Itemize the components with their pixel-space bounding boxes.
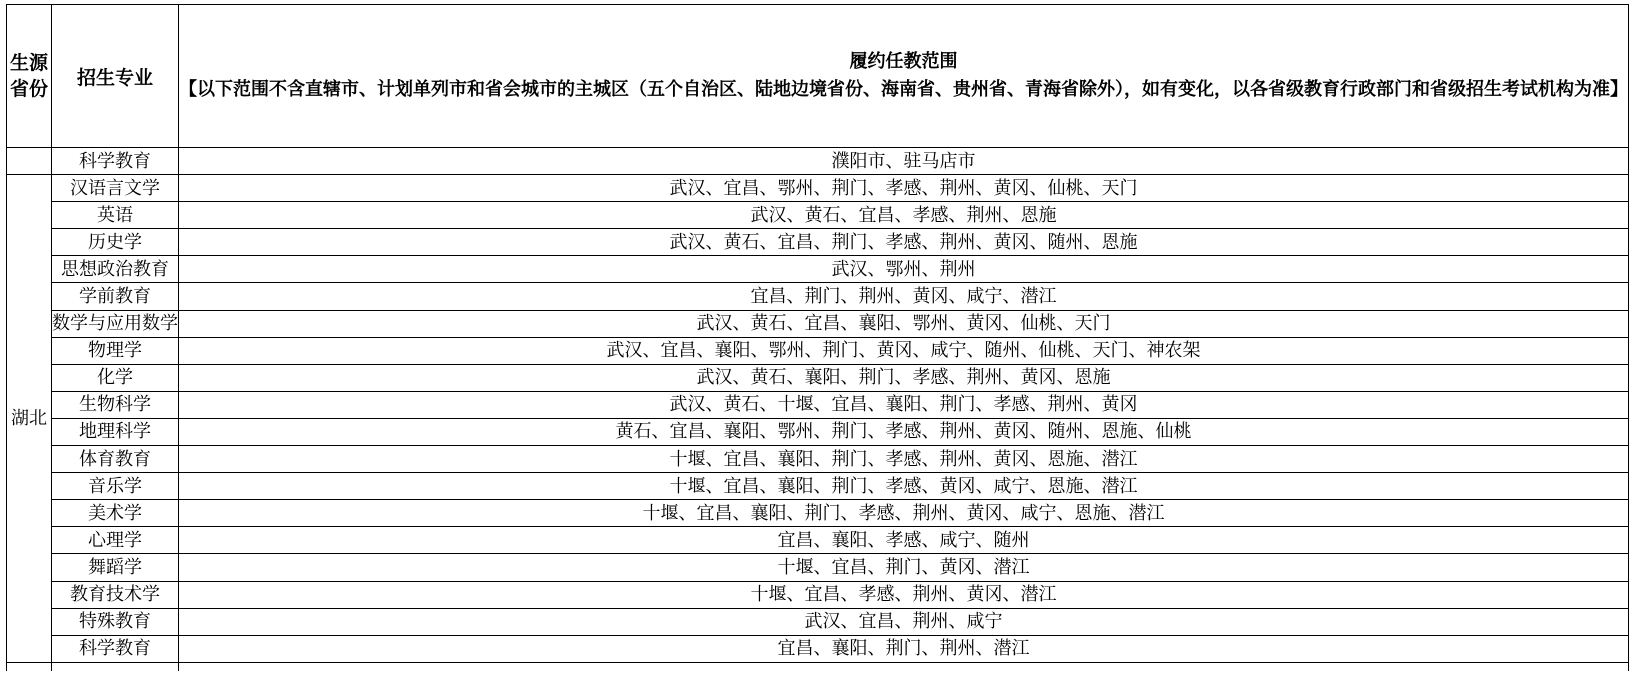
table-row <box>7 554 1629 581</box>
header-scope-note: 【以下范围不含直辖市、计划单列市和省会城市的主城区（五个自治区、陆地边境省份、海南省、贵州省、青海省除外），如有变化，以各省级教育行政部门和省级招生考试机构为准】 <box>179 79 1628 100</box>
header-major: 招生专业 <box>52 5 179 148</box>
scope-cell: 十堰、宜昌、荆门、黄冈、潜江 <box>179 554 1629 581</box>
major-cell: 物理学 <box>52 337 179 364</box>
header-province-label: 生源省份 <box>9 52 48 100</box>
table-row <box>7 391 1629 418</box>
scope-cell: 黄石、宜昌、襄阳、鄂州、荆门、孝感、荆州、黄冈、随州、恩施、仙桃 <box>179 418 1629 445</box>
header-row <box>7 5 1629 148</box>
table-row <box>7 256 1629 283</box>
major-cell: 音乐学 <box>52 473 179 500</box>
major-cell: 数学与应用数学 <box>52 310 179 337</box>
major-cell: 美术学 <box>52 500 179 527</box>
scope-cell: 武汉、黄石、襄阳、荆门、孝感、荆州、黄冈、恩施 <box>179 364 1629 391</box>
major-cell: 特殊教育 <box>52 608 179 635</box>
scope-cell: 武汉、黄石、十堰、宜昌、襄阳、荆门、孝感、荆州、黄冈 <box>179 391 1629 418</box>
table-row <box>7 608 1629 635</box>
province-cell <box>7 148 52 175</box>
header-province <box>7 5 52 148</box>
scope-cell: 武汉、黄石、宜昌、荆门、孝感、荆州、黄冈、随州、恩施 <box>179 229 1629 256</box>
major-cell: 化学 <box>52 364 179 391</box>
table-row <box>7 310 1629 337</box>
major-cell: 科学教育 <box>52 635 179 662</box>
header-scope-title: 履约任教范围 <box>849 51 958 72</box>
major-cell: 学前教育 <box>52 283 179 310</box>
scope-cell: 宜昌、襄阳、荆门、荆州、潜江 <box>179 635 1629 662</box>
table-row <box>7 283 1629 310</box>
scope-cell: 十堰、宜昌、孝感、荆州、黄冈、潜江 <box>179 581 1629 608</box>
table-row <box>7 500 1629 527</box>
major-cell: 汉语言文学 <box>52 175 179 202</box>
scope-cell: 武汉、宜昌、荆州、咸宁 <box>179 608 1629 635</box>
table-row <box>7 148 1629 175</box>
scope-cell: 十堰、宜昌、襄阳、荆门、孝感、黄冈、咸宁、恩施、潜江 <box>179 473 1629 500</box>
major-cell: 教育技术学 <box>52 581 179 608</box>
major-cell: 地理科学 <box>52 418 179 445</box>
major-cell: 生物科学 <box>52 391 179 418</box>
table-row <box>7 175 1629 202</box>
table-row <box>7 418 1629 445</box>
scope-cell: 宜昌、襄阳、孝感、咸宁、随州 <box>179 527 1629 554</box>
scope-cell: 十堰、宜昌、襄阳、荆门、孝感、荆州、黄冈、咸宁、恩施、潜江 <box>179 500 1629 527</box>
scope-cell: 武汉、宜昌、襄阳、鄂州、荆门、黄冈、咸宁、随州、仙桃、天门、神农架 <box>179 337 1629 364</box>
cut-off-cell <box>179 662 1629 671</box>
scope-cell: 武汉、鄂州、荆州 <box>179 256 1629 283</box>
table-row <box>7 581 1629 608</box>
teaching-scope-table <box>6 4 1629 671</box>
scope-cell: 武汉、宜昌、鄂州、荆门、孝感、荆州、黄冈、仙桃、天门 <box>179 175 1629 202</box>
table-row <box>7 635 1629 662</box>
table-row <box>7 229 1629 256</box>
table-row <box>7 364 1629 391</box>
major-cell: 体育教育 <box>52 446 179 473</box>
scope-cell: 武汉、黄石、宜昌、襄阳、鄂州、黄冈、仙桃、天门 <box>179 310 1629 337</box>
scope-cell: 濮阳市、驻马店市 <box>179 148 1629 175</box>
scope-cell: 武汉、黄石、宜昌、孝感、荆州、恩施 <box>179 202 1629 229</box>
cut-off-cell <box>52 662 179 671</box>
table-row-cut-off <box>7 662 1629 671</box>
major-cell: 英语 <box>52 202 179 229</box>
major-cell: 思想政治教育 <box>52 256 179 283</box>
major-cell: 舞蹈学 <box>52 554 179 581</box>
table-row <box>7 473 1629 500</box>
scope-cell: 十堰、宜昌、襄阳、荆门、孝感、荆州、黄冈、恩施、潜江 <box>179 446 1629 473</box>
table-row <box>7 527 1629 554</box>
table-row <box>7 446 1629 473</box>
header-scope <box>179 5 1629 148</box>
table-row <box>7 202 1629 229</box>
scope-cell: 宜昌、荆门、荆州、黄冈、咸宁、潜江 <box>179 283 1629 310</box>
table-row <box>7 337 1629 364</box>
cut-off-cell <box>7 662 52 671</box>
major-cell: 历史学 <box>52 229 179 256</box>
major-cell: 科学教育 <box>52 148 179 175</box>
major-cell: 心理学 <box>52 527 179 554</box>
province-cell: 湖北 <box>7 175 52 663</box>
